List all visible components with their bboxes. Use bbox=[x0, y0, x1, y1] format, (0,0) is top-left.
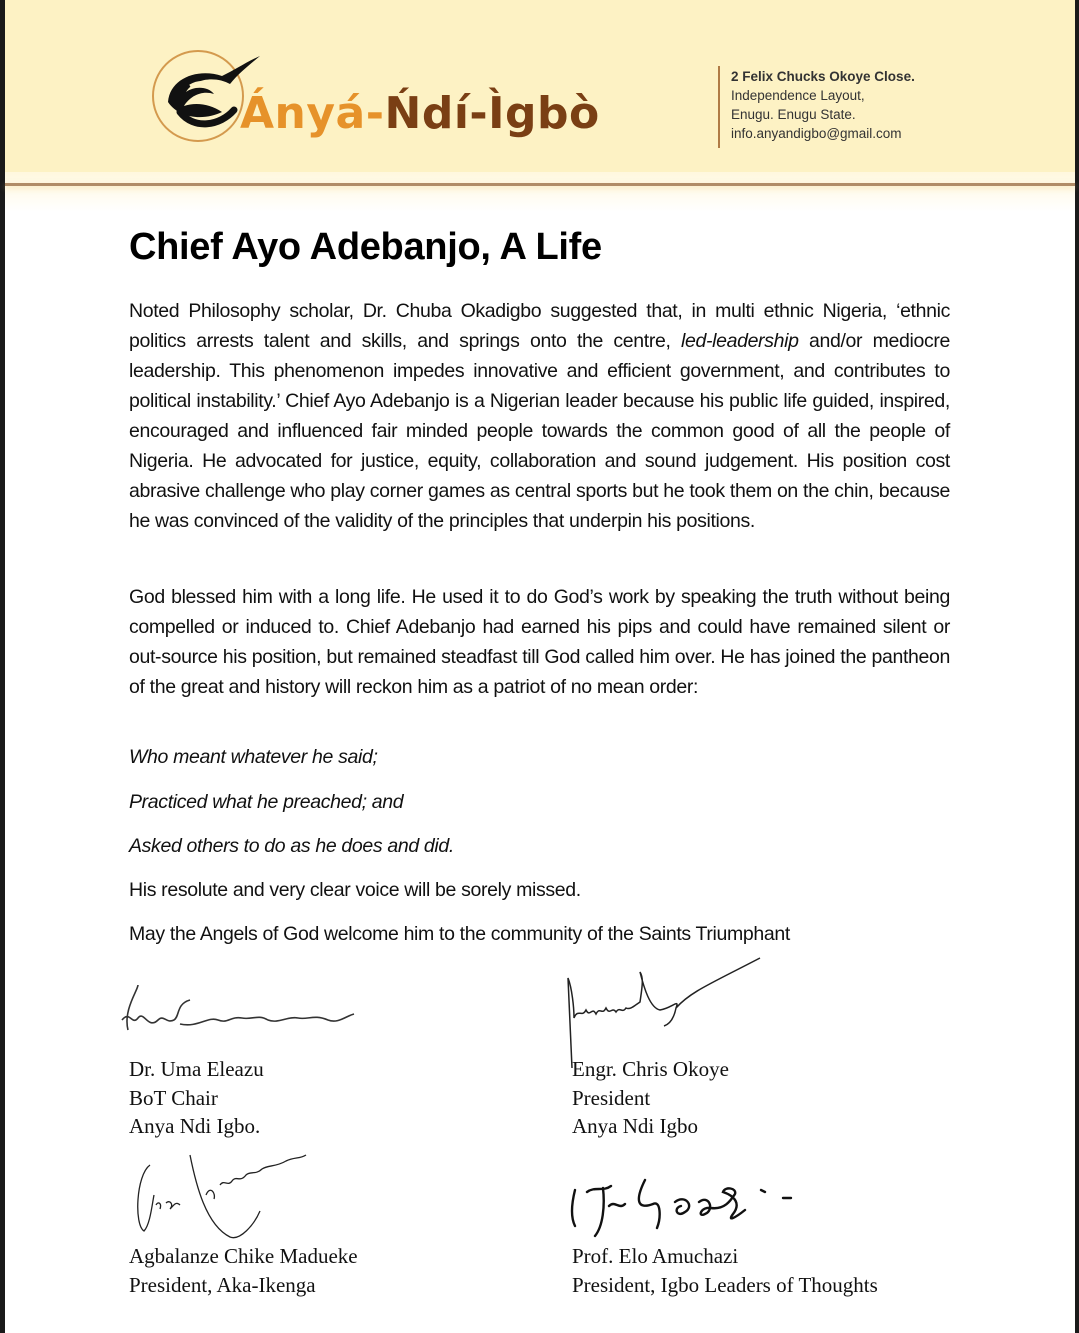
letterhead-fade bbox=[5, 172, 1075, 212]
email-address: info.anyandigbo@gmail.com bbox=[731, 126, 902, 141]
signatory-name: Engr. Chris Okoye bbox=[572, 1057, 729, 1081]
signatory-role: President, Igbo Leaders of Thoughts bbox=[572, 1272, 878, 1297]
signature-eleazu bbox=[118, 980, 358, 1040]
signatory-org: Anya Ndi Igbo. bbox=[129, 1114, 261, 1138]
address-line: Enugu. Enugu State. bbox=[731, 107, 856, 122]
signatory-role: BoT Chair bbox=[129, 1085, 218, 1110]
logo-wordmark bbox=[240, 88, 600, 139]
address-block bbox=[731, 67, 915, 143]
signatory-role: President, Aka-Ikenga bbox=[129, 1272, 316, 1297]
address-divider bbox=[718, 66, 720, 148]
paragraph-1-text-end: and/or mediocre leadership. This phenomenon impedes innovative and efficient government, and contributes to political instability.’ Chief Ayo Adebanjo is a Nigerian leader because his public life guided, inspired, encouraged and influenced fair minded people towards the common good of all the people of Nigeria. He advocated for justice, equity, collaboration and sound judgement. His position cost abrasive challenge who play corner games as central sports but he took them on the chin, because he was convinced of the validity of the principles that underpin his positions. bbox=[129, 330, 950, 532]
signatory-role: President bbox=[572, 1085, 651, 1110]
signatory-name: Agbalanze Chike Madueke bbox=[129, 1244, 358, 1268]
address-line: Independence Layout, bbox=[731, 88, 865, 103]
signature-madueke bbox=[130, 1145, 310, 1255]
signatory-block bbox=[129, 1055, 264, 1141]
right-border bbox=[1075, 0, 1079, 1333]
signatory-block bbox=[572, 1055, 729, 1141]
verse-line: Practiced what he preached; and bbox=[129, 791, 404, 813]
organization-logo bbox=[150, 40, 630, 160]
logo-part-ndi-igbo: Ńdí-Ìgbò bbox=[384, 88, 600, 139]
paragraph-1-italic: led-leadership bbox=[680, 330, 799, 352]
signature-amuchazi bbox=[565, 1170, 835, 1240]
paragraph-2: God blessed him with a long life. He used it to do God’s work by speaking the truth without being compelled or induced to. Chief Adebanjo had earned his pips and could have remained silent or out-source his position, but remained steadfast till God called him over. He has joined the pantheon of the great and history will reckon him as a patriot of no mean order: bbox=[129, 586, 950, 698]
document-title: Chief Ayo Adebanjo, A Life bbox=[129, 226, 602, 268]
paragraph-1-text: Noted Philosophy scholar, Dr. Chuba Okadigbo suggested that, in multi ethnic Nigeria, ‘ethnic politics arrests talent and skills, and springs onto the centre, bbox=[129, 300, 950, 352]
closing-prayer: May the Angels of God welcome him to the community of the Saints Triumphant bbox=[129, 923, 790, 945]
signatory-block bbox=[572, 1242, 878, 1299]
logo-part-anya: Ányá- bbox=[240, 88, 385, 139]
address-line: 2 Felix Chucks Okoye Close. bbox=[731, 69, 915, 84]
paragraph-1 bbox=[129, 296, 950, 536]
verse-line: Who meant whatever he said; bbox=[129, 746, 378, 768]
signatory-org: Anya Ndi Igbo bbox=[572, 1114, 698, 1138]
signatory-name: Prof. Elo Amuchazi bbox=[572, 1244, 739, 1268]
signatory-block bbox=[129, 1242, 358, 1299]
verse-line: Asked others to do as he does and did. bbox=[129, 835, 454, 857]
header-divider bbox=[5, 183, 1075, 186]
closing-line: His resolute and very clear voice will be sorely missed. bbox=[129, 879, 581, 901]
signatory-name: Dr. Uma Eleazu bbox=[129, 1057, 264, 1081]
